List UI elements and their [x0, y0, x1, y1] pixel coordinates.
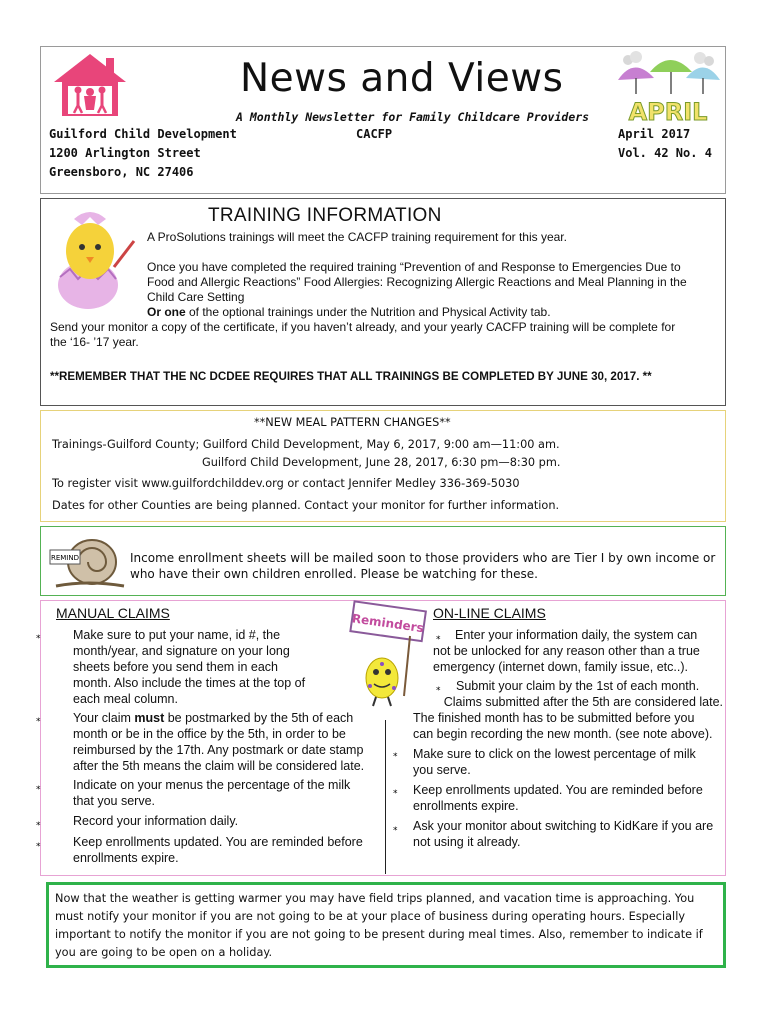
training-para-2-line3: Child Care Setting — [147, 290, 245, 304]
bullet-icon: ⁎ — [436, 631, 441, 641]
reminders-sign-text: Reminders — [351, 611, 425, 636]
bullet-icon: ⁎ — [36, 713, 41, 723]
snail-sign-text: REMIND — [50, 554, 80, 562]
manual-claims-heading: MANUAL CLAIMS — [56, 605, 170, 621]
manual-claim-item-4: Record your information daily. — [73, 814, 239, 828]
chick-egg-clipart — [48, 207, 140, 313]
bullet-icon: ⁎ — [36, 630, 41, 640]
org-name: Guilford Child Development — [49, 127, 237, 141]
meal-other-counties-line: Dates for other Counties are being planned. Contact your monitor for further information. — [52, 499, 560, 512]
field-trip-notice-text: Now that the weather is getting warmer you may have field trips planned, and vacation time is approaching. You must notify your monitor if you are not going to be at your place of business during operating hours. Especially important to notify the monitor if you are not going to be present during meal times. Also, remember to indicate if you are going to be open on a holiday. — [55, 892, 703, 959]
online-claim-item-4: Keep enrollments updated. You are reminded before enrollments expire. — [413, 783, 703, 813]
bullet-icon: ⁎ — [36, 817, 41, 827]
must-emphasis: must — [134, 711, 165, 725]
bullet-icon: ⁎ — [393, 785, 398, 795]
issue-volume: Vol. 42 No. 4 — [618, 146, 712, 160]
claims-divider-line — [385, 720, 386, 874]
online-claim-item-3: Make sure to click on the lowest percentage of milk you serve. — [413, 747, 696, 777]
bullet-icon: ⁎ — [36, 781, 41, 791]
org-street: 1200 Arlington Street — [49, 146, 201, 160]
online-claim-item-2: Submit your claim by the 1st of each month. — [456, 679, 700, 693]
issue-date: April 2017 — [618, 127, 691, 141]
meal-pattern-heading: **NEW MEAL PATTERN CHANGES** — [254, 416, 451, 429]
newsletter-subtitle: A Monthly Newsletter for Family Childcare Providers — [236, 110, 590, 124]
online-claim-item-2-late: Claims submitted after the 5th are considered late. — [443, 695, 723, 709]
house-logo — [48, 52, 132, 118]
training-deadline-reminder: **REMEMBER THAT THE NC DCDEE REQUIRES THAT ALL TRAININGS BE COMPLETED BY JUNE 30, 2017. ** — [50, 370, 652, 383]
training-para-2-line2: Food and Allergic Reactions” Food Allergies: Recognizing Allergic Reactions and Meal Planning in the — [147, 275, 687, 289]
online-claim-item-2-cont: The finished month has to be submitted before you can begin recording the new month. (see note above). — [413, 711, 713, 741]
online-claim-item-5: Ask your monitor about switching to KidKare if you are not using it already. — [413, 819, 714, 849]
newsletter-title: News and Views — [240, 56, 564, 101]
bullet-icon: ⁎ — [393, 748, 398, 758]
training-para-1: A ProSolutions trainings will meet the CACFP training requirement for this year. — [147, 230, 567, 244]
or-one-emphasis: Or one — [147, 305, 186, 319]
program-name: CACFP — [356, 127, 393, 141]
training-para-2-line4 — [147, 305, 551, 320]
training-optional-text: of the optional trainings under the Nutrition and Physical Activity tab. — [185, 305, 551, 319]
training-para-3-line2: the ‘16- ’17 year. — [50, 335, 139, 349]
manual-claim-item-3: Indicate on your menus the percentage of the milk that you serve. — [73, 778, 351, 808]
online-claim-item-1: Enter your information daily, the system can — [455, 628, 698, 642]
manual-claim-item-5: Keep enrollments updated. You are reminded before enrollments expire. — [73, 835, 363, 865]
april-umbrella-clipart — [612, 50, 724, 126]
bullet-icon: ⁎ — [436, 682, 441, 692]
meal-training-line-2: Guilford Child Development, June 28, 2017, 6:30 pm—8:30 pm. — [202, 456, 561, 469]
income-enrollment-text: Income enrollment sheets will be mailed soon to those providers who are Tier I by own income or who have their own children enrolled. Please be watching for these. — [130, 551, 716, 581]
snail-clipart — [48, 532, 128, 590]
training-para-3-line1: Send your monitor a copy of the certificate, if you haven’t already, and your yearly CACFP training will be complete for — [50, 320, 676, 334]
online-claims-heading: ON-LINE CLAIMS — [433, 605, 546, 621]
manual-claim-item-2: Your claim must be postmarked by the 5th of each month or be in the office by the 5th, in order to be reimbursed by the 17th. Any postmark or date stamp after the 5th means the claim will be considered late. — [73, 711, 365, 773]
meal-register-line: To register visit www.guilfordchilddev.org or contact Jennifer Medley 336-369-5030 — [52, 477, 520, 490]
manual-claim-item-1: Make sure to put your name, id #, the month/year, and signature on your long sheets before you send them in each month. Also include the times at the top of each meal column. — [73, 628, 306, 706]
training-heading: TRAINING INFORMATION — [208, 205, 442, 226]
meal-training-line-1: Trainings-Guilford County; Guilford Child Development, May 6, 2017, 9:00 am—11:00 am. — [52, 438, 560, 451]
org-city: Greensboro, NC 27406 — [49, 165, 194, 179]
april-art-text: APRIL — [628, 98, 708, 126]
bullet-icon: ⁎ — [36, 838, 41, 848]
bullet-icon: ⁎ — [393, 822, 398, 832]
training-para-2-line1: Once you have completed the required training “Prevention of and Response to Emergencies Due to — [147, 260, 681, 274]
online-claim-item-1-cont: not be unlocked for any reason other than a true emergency (internet down, family issue, etc..). — [433, 644, 700, 674]
